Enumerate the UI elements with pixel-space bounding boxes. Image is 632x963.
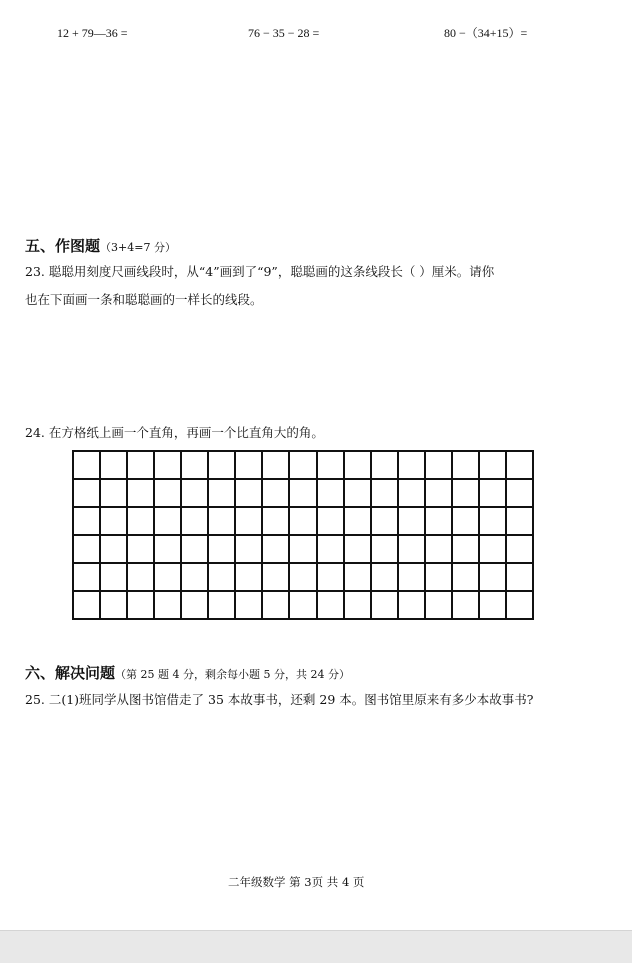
grid-cell[interactable] [209, 536, 236, 564]
grid-cell[interactable] [345, 452, 372, 480]
grid-cell[interactable] [290, 508, 317, 536]
section-5-title: 五、作图题 [25, 237, 101, 255]
grid-cell[interactable] [236, 452, 263, 480]
grid-cell[interactable] [182, 592, 209, 620]
grid-cell[interactable] [128, 480, 155, 508]
grid-cell[interactable] [290, 480, 317, 508]
grid-cell[interactable] [345, 564, 372, 592]
grid-cell[interactable] [426, 452, 453, 480]
grid-cell[interactable] [155, 480, 182, 508]
grid-cell[interactable] [318, 480, 345, 508]
grid-cell[interactable] [74, 592, 101, 620]
arithmetic-expression-1: 12 + 79—36 = [57, 26, 128, 40]
grid-cell[interactable] [507, 480, 534, 508]
grid-cell[interactable] [155, 536, 182, 564]
grid-cell[interactable] [209, 452, 236, 480]
grid-cell[interactable] [74, 480, 101, 508]
section-5-score-note: （3+4=7 分） [100, 241, 176, 254]
grid-cell[interactable] [453, 508, 480, 536]
grid-cell[interactable] [128, 592, 155, 620]
arithmetic-expression-2: 76 − 35 − 28 = [248, 26, 320, 40]
grid-cell[interactable] [372, 452, 399, 480]
grid-cell[interactable] [507, 536, 534, 564]
section-6-score-note: （第 25 题 4 分，剩余每小题 5 分，共 24 分） [115, 668, 350, 681]
grid-cell[interactable] [426, 536, 453, 564]
grid-cell[interactable] [263, 564, 290, 592]
grid-cell[interactable] [480, 564, 507, 592]
grid-cell[interactable] [182, 564, 209, 592]
grid-cell[interactable] [372, 480, 399, 508]
grid-cell[interactable] [399, 508, 426, 536]
grid-cell[interactable] [372, 536, 399, 564]
grid-cell[interactable] [263, 452, 290, 480]
grid-cell[interactable] [74, 508, 101, 536]
grid-cell[interactable] [507, 452, 534, 480]
grid-cell[interactable] [209, 480, 236, 508]
grid-cell[interactable] [263, 536, 290, 564]
grid-cell[interactable] [155, 508, 182, 536]
grid-cell[interactable] [74, 452, 101, 480]
grid-cell[interactable] [345, 536, 372, 564]
grid-cell[interactable] [263, 508, 290, 536]
grid-cell[interactable] [399, 452, 426, 480]
grid-cell[interactable] [155, 592, 182, 620]
grid-cell[interactable] [263, 592, 290, 620]
grid-cell[interactable] [426, 592, 453, 620]
square-grid-paper[interactable] [72, 450, 534, 620]
grid-cell[interactable] [263, 480, 290, 508]
grid-cell[interactable] [128, 564, 155, 592]
grid-cell[interactable] [74, 564, 101, 592]
viewer-bottom-bar [0, 930, 632, 963]
grid-cell[interactable] [101, 508, 128, 536]
grid-cell[interactable] [236, 564, 263, 592]
grid-cell[interactable] [426, 564, 453, 592]
grid-cell[interactable] [318, 536, 345, 564]
grid-cell[interactable] [209, 564, 236, 592]
grid-cell[interactable] [345, 508, 372, 536]
grid-cell[interactable] [318, 564, 345, 592]
grid-cell[interactable] [318, 452, 345, 480]
grid-cell[interactable] [74, 536, 101, 564]
grid-cell[interactable] [290, 536, 317, 564]
grid-cell[interactable] [426, 480, 453, 508]
grid-cell[interactable] [453, 536, 480, 564]
grid-cell[interactable] [209, 508, 236, 536]
grid-cell[interactable] [372, 564, 399, 592]
grid-cell[interactable] [480, 508, 507, 536]
question-23-line-2: 也在下面画一条和聪聪画的一样长的线段。 [25, 292, 263, 307]
grid-cell[interactable] [399, 536, 426, 564]
question-23-line-1: 23. 聪聪用刻度尺画线段时，从“4”画到了“9”，聪聪画的这条线段长（ ）厘米。请你 [25, 264, 495, 279]
grid-cell[interactable] [182, 508, 209, 536]
grid-cell[interactable] [182, 480, 209, 508]
section-6-title: 六、解决问题 [25, 664, 116, 682]
grid-cell[interactable] [480, 592, 507, 620]
grid-cell[interactable] [399, 480, 426, 508]
grid-cell[interactable] [182, 452, 209, 480]
grid-cell[interactable] [101, 480, 128, 508]
grid-cell[interactable] [290, 452, 317, 480]
grid-cell[interactable] [182, 536, 209, 564]
arithmetic-expression-3: 80 −（34+15）= [444, 26, 528, 40]
grid-cell[interactable] [236, 536, 263, 564]
grid-cell[interactable] [290, 564, 317, 592]
grid-cell[interactable] [345, 592, 372, 620]
grid-cell[interactable] [128, 508, 155, 536]
question-24-text: 24. 在方格纸上画一个直角，再画一个比直角大的角。 [25, 425, 324, 440]
grid-cell[interactable] [318, 508, 345, 536]
grid-cell[interactable] [345, 480, 372, 508]
grid-cell[interactable] [128, 536, 155, 564]
grid-cell[interactable] [101, 452, 128, 480]
grid-cell[interactable] [372, 592, 399, 620]
grid-cell[interactable] [480, 452, 507, 480]
grid-cell[interactable] [101, 536, 128, 564]
grid-cell[interactable] [290, 592, 317, 620]
grid-cell[interactable] [399, 592, 426, 620]
grid-cell[interactable] [453, 480, 480, 508]
grid-cell[interactable] [101, 592, 128, 620]
grid-cell[interactable] [507, 508, 534, 536]
grid-cell[interactable] [209, 592, 236, 620]
grid-cell[interactable] [480, 536, 507, 564]
grid-cell[interactable] [453, 564, 480, 592]
grid-cell[interactable] [453, 592, 480, 620]
grid-cell[interactable] [507, 564, 534, 592]
grid-cell[interactable] [101, 564, 128, 592]
grid-cell[interactable] [236, 592, 263, 620]
grid-cell[interactable] [480, 480, 507, 508]
grid-cell[interactable] [318, 592, 345, 620]
page-footer: 二年级数学 第 3页 共 4 页 [228, 875, 365, 889]
section-5-heading [25, 238, 176, 254]
grid-cell[interactable] [453, 452, 480, 480]
grid-cell[interactable] [426, 508, 453, 536]
grid-cell[interactable] [155, 452, 182, 480]
section-6-heading [25, 665, 350, 681]
grid-cell[interactable] [155, 564, 182, 592]
grid-cell[interactable] [128, 452, 155, 480]
grid-cell[interactable] [507, 592, 534, 620]
grid-cell[interactable] [399, 564, 426, 592]
question-25-text: 25. 二(1)班同学从图书馆借走了 35 本故事书，还剩 29 本。图书馆里原来有多少本故事书? [25, 692, 534, 707]
grid-cell[interactable] [236, 480, 263, 508]
grid-cell[interactable] [372, 508, 399, 536]
grid-cell[interactable] [236, 508, 263, 536]
